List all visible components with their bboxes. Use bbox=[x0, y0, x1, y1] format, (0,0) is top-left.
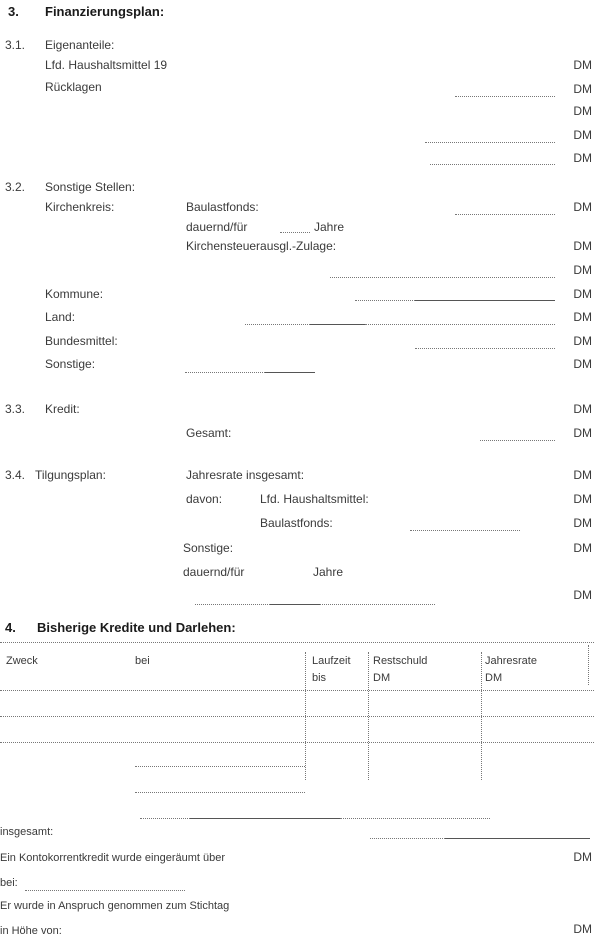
section-4-title: Bisherige Kredite und Darlehen: bbox=[37, 620, 236, 635]
dm-label: DM bbox=[573, 263, 592, 277]
blank-line[interactable] bbox=[310, 324, 365, 325]
s33-label: Kredit: bbox=[45, 402, 80, 416]
dm-label: DM bbox=[573, 287, 592, 301]
table-row[interactable] bbox=[135, 766, 305, 767]
s32-zulage: Kirchensteuerausgl.-Zulage: bbox=[186, 239, 337, 253]
table-column-divider bbox=[588, 645, 589, 685]
col-jahresrate: Jahresrate bbox=[485, 655, 537, 667]
s32-kommune: Kommune: bbox=[45, 287, 104, 301]
s32-number: 3.2. bbox=[5, 180, 26, 194]
s34-sonstige: Sonstige: bbox=[183, 541, 234, 555]
col-restschuld: Restschuld bbox=[373, 655, 428, 667]
table-row[interactable] bbox=[0, 690, 594, 691]
col-restschuld-dm: DM bbox=[373, 672, 391, 684]
s34-lfd: Lfd. Haushaltsmittel: bbox=[260, 492, 369, 506]
table-row[interactable] bbox=[140, 818, 190, 819]
col-zweck: Zweck bbox=[6, 655, 38, 667]
dm-label: DM bbox=[573, 58, 592, 72]
blank-line[interactable] bbox=[265, 372, 315, 373]
blank-line[interactable] bbox=[25, 890, 185, 891]
dm-label: DM bbox=[573, 541, 592, 555]
col-laufzeit-bis: bis bbox=[312, 672, 327, 684]
s32-jahre: Jahre bbox=[314, 220, 345, 234]
blank-line[interactable] bbox=[415, 300, 555, 301]
dm-label: DM bbox=[573, 492, 592, 506]
insgesamt-label: insgesamt: bbox=[0, 826, 54, 838]
blank-line[interactable] bbox=[445, 838, 590, 839]
blank-line[interactable] bbox=[370, 838, 445, 839]
blank-line[interactable] bbox=[195, 604, 270, 605]
section-3-number: 3. bbox=[8, 4, 19, 19]
dm-label: DM bbox=[573, 588, 592, 602]
blank-line[interactable] bbox=[430, 164, 555, 165]
anspruch-text: Er wurde in Anspruch genommen zum Stichtag bbox=[0, 900, 230, 912]
blank-line[interactable] bbox=[455, 214, 555, 215]
blank-line[interactable] bbox=[410, 530, 520, 531]
s31-ruecklagen: Rücklagen bbox=[45, 80, 102, 94]
dm-label: DM bbox=[573, 82, 592, 96]
s32-land: Land: bbox=[45, 310, 76, 324]
s32-bundesmittel: Bundesmittel: bbox=[45, 334, 118, 348]
s32-kirchenkreis: Kirchenkreis: bbox=[45, 200, 115, 214]
s31-label: Eigenanteile: bbox=[45, 38, 115, 52]
blank-line[interactable] bbox=[480, 440, 555, 441]
blank-line[interactable] bbox=[455, 96, 555, 97]
table-top-rule bbox=[0, 642, 594, 643]
s34-jahre: Jahre bbox=[313, 565, 344, 579]
col-jahresrate-dm: DM bbox=[485, 672, 503, 684]
table-row[interactable] bbox=[135, 792, 305, 793]
s34-number: 3.4. bbox=[5, 468, 26, 482]
blank-line[interactable] bbox=[245, 324, 310, 325]
blank-line[interactable] bbox=[425, 142, 555, 143]
s34-jahresrate: Jahresrate insgesamt: bbox=[186, 468, 305, 482]
table-row[interactable] bbox=[190, 818, 340, 819]
dm-label: DM bbox=[573, 151, 592, 165]
s31-number: 3.1. bbox=[5, 38, 26, 52]
blank-line[interactable] bbox=[185, 372, 265, 373]
kontokorrent-text: Ein Kontokorrentkredit wurde eingeräumt über bbox=[0, 852, 226, 864]
blank-line[interactable] bbox=[280, 232, 310, 233]
dm-label: DM bbox=[573, 104, 592, 118]
blank-line[interactable] bbox=[415, 348, 555, 349]
dm-label: DM bbox=[573, 850, 592, 864]
dm-label: DM bbox=[573, 128, 592, 142]
blank-line[interactable] bbox=[270, 604, 320, 605]
dm-label: DM bbox=[573, 357, 592, 371]
s33-gesamt: Gesamt: bbox=[186, 426, 232, 440]
bei-label: bei: bbox=[0, 877, 18, 889]
s33-number: 3.3. bbox=[5, 402, 26, 416]
section-4-number: 4. bbox=[5, 620, 16, 635]
table-row[interactable] bbox=[340, 818, 490, 819]
dm-label: DM bbox=[573, 516, 592, 530]
s32-baulastfonds: Baulastfonds: bbox=[186, 200, 259, 214]
blank-line[interactable] bbox=[320, 604, 435, 605]
table-row[interactable] bbox=[0, 716, 594, 717]
dm-label: DM bbox=[573, 239, 592, 253]
s34-dauernd: dauernd/für bbox=[183, 565, 245, 579]
col-laufzeit: Laufzeit bbox=[312, 655, 351, 667]
blank-line[interactable] bbox=[355, 300, 415, 301]
s31-lfd-haushaltsmittel: Lfd. Haushaltsmittel 19 bbox=[45, 58, 168, 72]
blank-line[interactable] bbox=[330, 277, 555, 278]
blank-line[interactable] bbox=[365, 324, 555, 325]
s34-davon: davon: bbox=[186, 492, 223, 506]
dm-label: DM bbox=[573, 468, 592, 482]
dm-label: DM bbox=[573, 200, 592, 214]
col-bei: bei bbox=[135, 655, 150, 667]
section-3-title: Finanzierungsplan: bbox=[45, 4, 165, 19]
dm-label: DM bbox=[573, 922, 592, 936]
s34-label: Tilgungsplan: bbox=[35, 468, 106, 482]
s32-sonstige: Sonstige: bbox=[45, 357, 96, 371]
dm-label: DM bbox=[573, 402, 592, 416]
s32-label: Sonstige Stellen: bbox=[45, 180, 136, 194]
s34-baulastfonds: Baulastfonds: bbox=[260, 516, 333, 530]
s32-dauernd: dauernd/für bbox=[186, 220, 248, 234]
dm-label: DM bbox=[573, 310, 592, 324]
dm-label: DM bbox=[573, 426, 592, 440]
table-row[interactable] bbox=[0, 742, 594, 743]
dm-label: DM bbox=[573, 334, 592, 348]
hoehe-label: in Höhe von: bbox=[0, 925, 62, 937]
